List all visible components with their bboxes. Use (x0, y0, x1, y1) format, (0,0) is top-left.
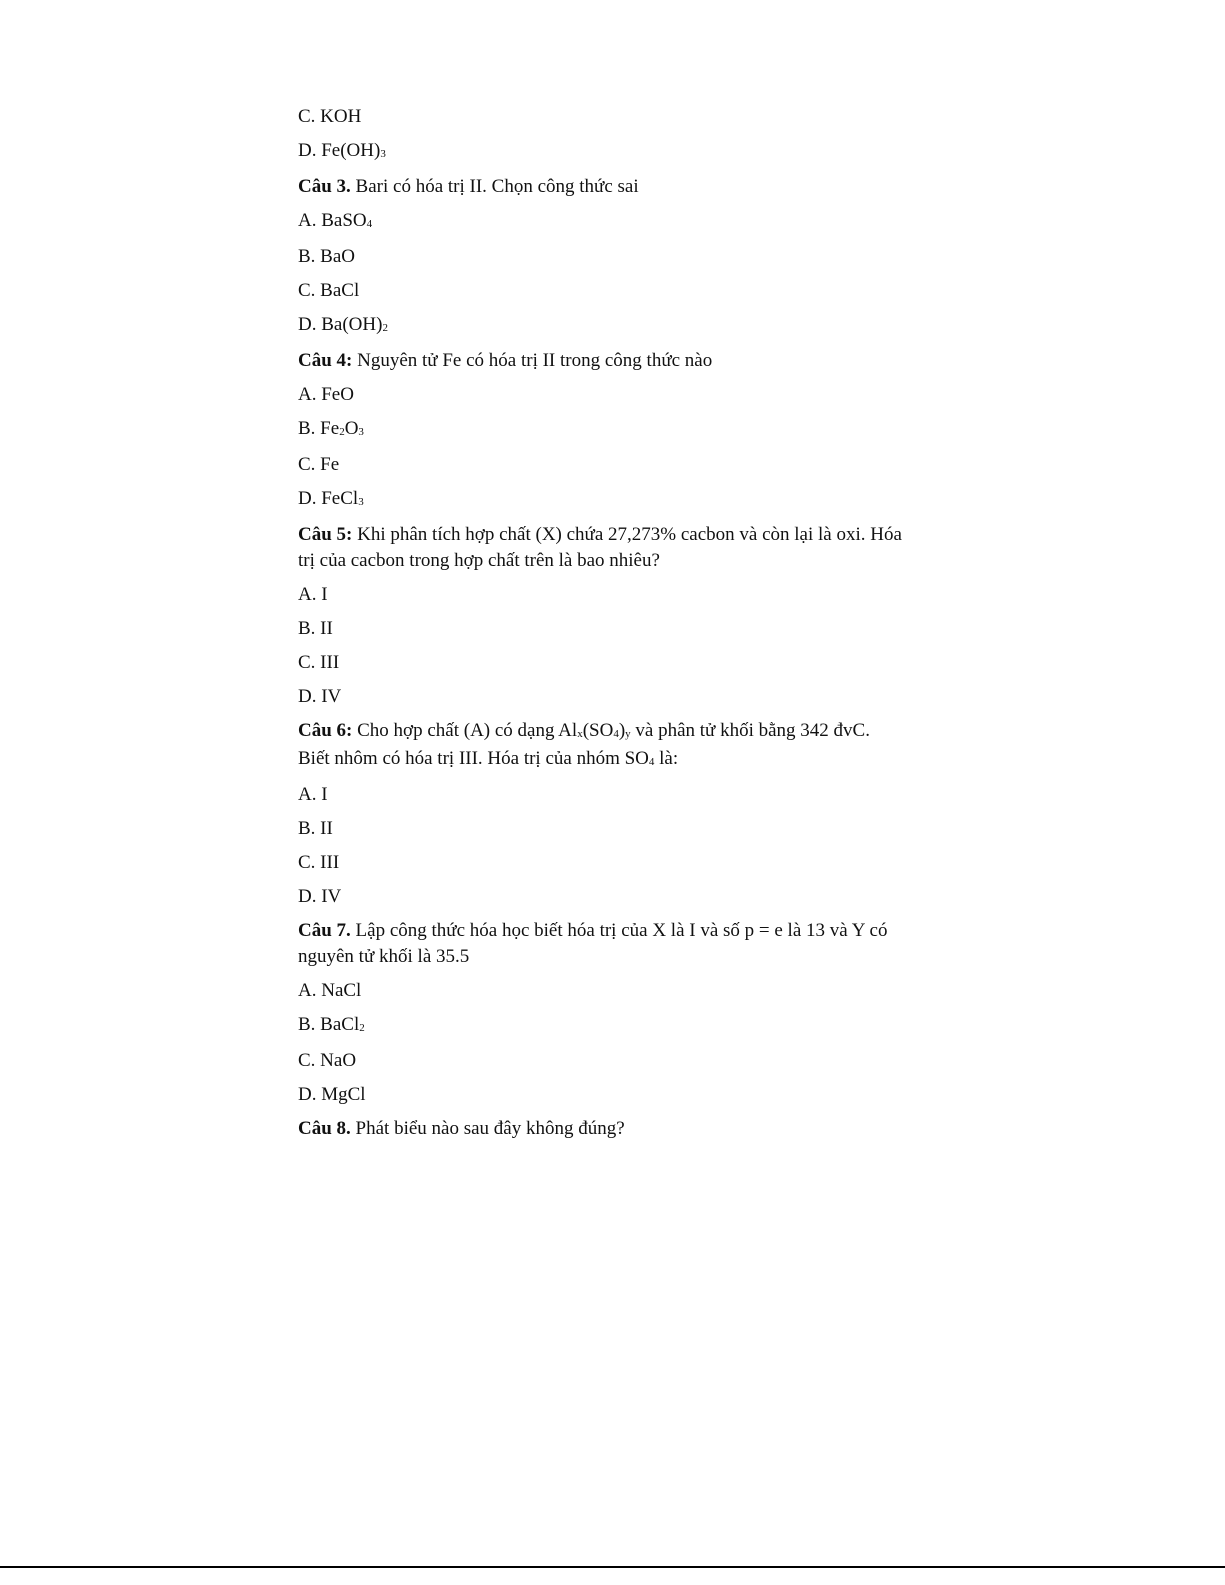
text-run: trị của cacbon trong hợp chất trên là bao nhiêu? (298, 550, 660, 571)
text-run: C. Fe (298, 454, 340, 475)
question-number: Câu 7. (298, 920, 351, 941)
document-page (298, 104, 938, 1150)
text-run: C. NaO (298, 1050, 357, 1071)
question (298, 522, 938, 574)
subscript: 4 (613, 728, 619, 740)
text-run: C. BaCl (298, 280, 360, 301)
answer-option (298, 1082, 938, 1108)
page-bottom-border (0, 1566, 1225, 1568)
text-run: Bari có hóa trị II. Chọn công thức sai (350, 176, 639, 197)
text-run: O (344, 418, 359, 439)
answer-option (298, 782, 938, 808)
text-run: và phân tử khối bằng 342 đvC. (630, 720, 870, 741)
answer-option (298, 486, 938, 514)
text-run: D. MgCl (298, 1084, 366, 1105)
text-run: D. Ba(OH) (298, 314, 383, 335)
question (298, 348, 938, 374)
text-run: Phát biểu nào sau đây không đúng? (350, 1118, 625, 1139)
text-run: A. I (298, 584, 328, 605)
text-run: D. IV (298, 686, 342, 707)
answer-option (298, 312, 938, 340)
question-text-line (298, 746, 938, 774)
subscript: 2 (339, 426, 345, 438)
text-run: nguyên tử khối là 35.5 (298, 946, 470, 967)
text-run: (SO (582, 720, 614, 741)
text-run: Cho hợp chất (A) có dạng Al (352, 720, 578, 741)
question (298, 174, 938, 200)
question-text-line (298, 944, 938, 970)
question-number: Câu 3. (298, 176, 351, 197)
answer-option (298, 244, 938, 270)
question-text-line (298, 174, 938, 200)
answer-option (298, 850, 938, 876)
answer-option (298, 582, 938, 608)
answer-option (298, 138, 938, 166)
subscript: 2 (382, 322, 388, 334)
text-run: là: (654, 748, 679, 769)
subscript: x (577, 728, 583, 740)
text-run: C. KOH (298, 106, 362, 127)
question-text-line (298, 522, 938, 548)
question-text-line (298, 918, 938, 944)
text-run: A. BaSO (298, 210, 367, 231)
answer-option (298, 208, 938, 236)
text-run: Nguyên tử Fe có hóa trị II trong công thức nào (352, 350, 713, 371)
text-run: Khi phân tích hợp chất (X) chứa 27,273% cacbon và còn lại là oxi. Hóa (352, 524, 902, 545)
text-run: A. NaCl (298, 980, 362, 1001)
subscript: 2 (359, 1022, 365, 1034)
answer-option (298, 650, 938, 676)
question-text-line (298, 348, 938, 374)
text-run: B. II (298, 618, 333, 639)
question (298, 718, 938, 774)
text-run: C. III (298, 852, 340, 873)
answer-option (298, 382, 938, 408)
question-text-line (298, 1116, 938, 1142)
answer-option (298, 816, 938, 842)
answer-option (298, 884, 938, 910)
text-run: A. FeO (298, 384, 354, 405)
text-run: D. IV (298, 886, 342, 907)
answer-option (298, 452, 938, 478)
text-run: D. FeCl (298, 488, 359, 509)
question (298, 1116, 938, 1142)
text-run: C. III (298, 652, 340, 673)
question-number: Câu 4: (298, 350, 353, 371)
subscript: 3 (358, 496, 364, 508)
text-run: D. Fe(OH) (298, 140, 381, 161)
text-run: A. I (298, 784, 328, 805)
text-run: Biết nhôm có hóa trị III. Hóa trị của nhóm SO (298, 748, 649, 769)
text-run: B. Fe (298, 418, 340, 439)
answer-option (298, 616, 938, 642)
text-run: ) (618, 720, 626, 741)
subscript: 4 (366, 218, 373, 230)
question-text-line (298, 548, 938, 574)
question-text-line (298, 718, 938, 746)
answer-option (298, 684, 938, 710)
answer-option (298, 978, 938, 1004)
answer-option (298, 1048, 938, 1074)
answer-option (298, 278, 938, 304)
subscript: 3 (380, 148, 386, 160)
text-run: Lập công thức hóa học biết hóa trị của X là I và số p = e là 13 và Y có (350, 920, 888, 941)
text-run: B. BaCl (298, 1014, 360, 1035)
question-number: Câu 6: (298, 720, 353, 741)
question-number: Câu 8. (298, 1118, 351, 1139)
question (298, 918, 938, 970)
answer-option (298, 104, 938, 130)
answer-option (298, 416, 938, 444)
answer-option (298, 1012, 938, 1040)
subscript: 3 (358, 426, 364, 438)
text-run: B. II (298, 818, 333, 839)
subscript: 4 (648, 756, 655, 768)
question-number: Câu 5: (298, 524, 353, 545)
subscript: y (625, 728, 631, 740)
text-run: B. BaO (298, 246, 355, 267)
